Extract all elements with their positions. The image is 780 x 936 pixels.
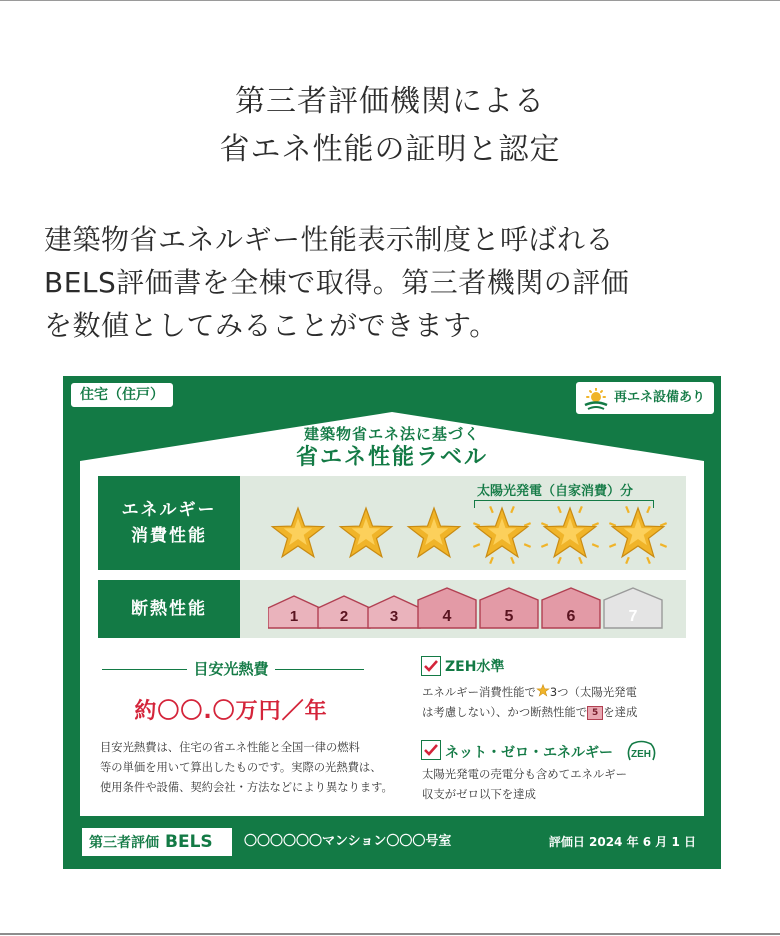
svg-text:3: 3 (389, 608, 399, 625)
energy-heading-line-1: エネルギー (121, 500, 217, 520)
bottom-divider (0, 933, 780, 935)
intro-line-1: 建築物省エネルギー性能表示制度と呼ばれる (44, 223, 615, 256)
insulation-level-5 (480, 588, 538, 628)
housing-type-tag: 住宅（住戸） (70, 382, 174, 408)
energy-heading-line-2: 消費性能 (131, 526, 207, 546)
solar-star (609, 506, 666, 563)
svg-text:4: 4 (442, 608, 452, 625)
insulation-level-3 (368, 596, 420, 628)
solar-star (541, 506, 598, 563)
star-icon (536, 684, 550, 697)
intro-line-2: BELS評価書を全棟で取得。第三者機関の評価 (44, 266, 630, 299)
energy-stars (268, 502, 678, 564)
intro-line-3: を数値としてみることができます。 (44, 309, 498, 342)
energy-row-body (240, 476, 686, 570)
renewable-tag (575, 381, 715, 415)
solar-label: 太陽光発電（自家消費）分 (477, 484, 634, 499)
net-zero-heading-text: ネット・ゼロ・エネルギー (445, 745, 613, 761)
zeh-text-a: エネルギー消費性能で (422, 685, 536, 699)
net-zero-description (422, 764, 627, 804)
renewable-tag-label: 再エネ設備あり (613, 390, 705, 405)
cost-note-line-1: 目安光熱費は、住宅の省エネ性能と全国一律の燃料 (100, 741, 360, 754)
insulation-level-6 (542, 588, 600, 628)
insulation-level-4 (418, 588, 476, 628)
cost-note-line-3: 使用条件や設備、契約会社・方法などにより異なります。 (100, 781, 393, 794)
insulation-row-heading: 断熱性能 (98, 580, 240, 638)
net-zero-check-icon (421, 740, 441, 760)
svg-text:1: 1 (289, 608, 299, 625)
label-subtitle: 建築物省エネ法に基づく (303, 425, 480, 443)
energy-star (340, 508, 391, 557)
net-zero-text-line-2: 収支がゼロ以下を達成 (422, 787, 536, 801)
svg-text:6: 6 (566, 608, 576, 625)
zeh-text-line2b: を達成 (603, 705, 638, 719)
svg-text:5: 5 (504, 608, 514, 625)
zeh-logo-text: ZEH (630, 749, 651, 760)
net-zero-heading (445, 740, 658, 762)
cost-note-line-2: 等の単価を用いて算出したものです。実際の光熱費は、 (100, 761, 382, 774)
svg-text:2: 2 (339, 608, 349, 625)
lower-panel (80, 646, 704, 816)
energy-star (272, 508, 323, 557)
insulation-level-mini-icon: 5 (587, 706, 603, 720)
label-footer (80, 826, 704, 858)
title-line-2: 省エネ性能の証明と認定 (219, 132, 561, 167)
insulation-level-1 (268, 596, 320, 628)
energy-star (408, 508, 459, 557)
page-title (0, 78, 780, 174)
insulation-level-7 (604, 588, 662, 628)
cost-heading (80, 658, 382, 680)
title-line-1: 第三者評価機関による (235, 84, 545, 119)
bels-badge-text: 第三者評価 (89, 835, 159, 851)
cost-value: 約〇〇.〇万円／年 (134, 699, 328, 724)
bels-brand: BELS (165, 832, 213, 852)
zeh-description (422, 682, 637, 722)
cost-note (100, 738, 400, 798)
label-title: 省エネ性能ラベル (295, 445, 488, 470)
insulation-level-houses (268, 586, 688, 632)
sun-icon (582, 388, 610, 410)
zeh-logo-icon (624, 740, 658, 762)
energy-performance-row (98, 476, 686, 570)
cost-heading-text: 目安光熱費 (187, 660, 274, 678)
energy-row-heading (98, 476, 240, 570)
evaluation-date: 評価日 2024 年 6 月 1 日 (548, 835, 696, 849)
zeh-text-b: 3つ（太陽光発電 (549, 685, 637, 699)
intro-paragraph (44, 218, 744, 347)
insulation-performance-row (98, 580, 686, 638)
zeh-text-line2a: は考慮しない）、かつ断熱性能で (422, 705, 588, 719)
insulation-level-2 (318, 596, 370, 628)
solar-star (473, 506, 530, 563)
zeh-check-icon (421, 656, 441, 676)
net-zero-text-line-1: 太陽光発電の売電分も含めてエネルギー (422, 767, 628, 781)
insulation-row-body (240, 580, 686, 638)
bels-badge (80, 826, 234, 858)
zeh-heading: ZEH水準 (445, 659, 505, 675)
svg-text:7: 7 (628, 608, 638, 625)
top-divider (0, 0, 780, 1)
energy-performance-label (63, 376, 721, 869)
building-name: 〇〇〇〇〇〇マンション〇〇〇号室 (244, 834, 452, 849)
